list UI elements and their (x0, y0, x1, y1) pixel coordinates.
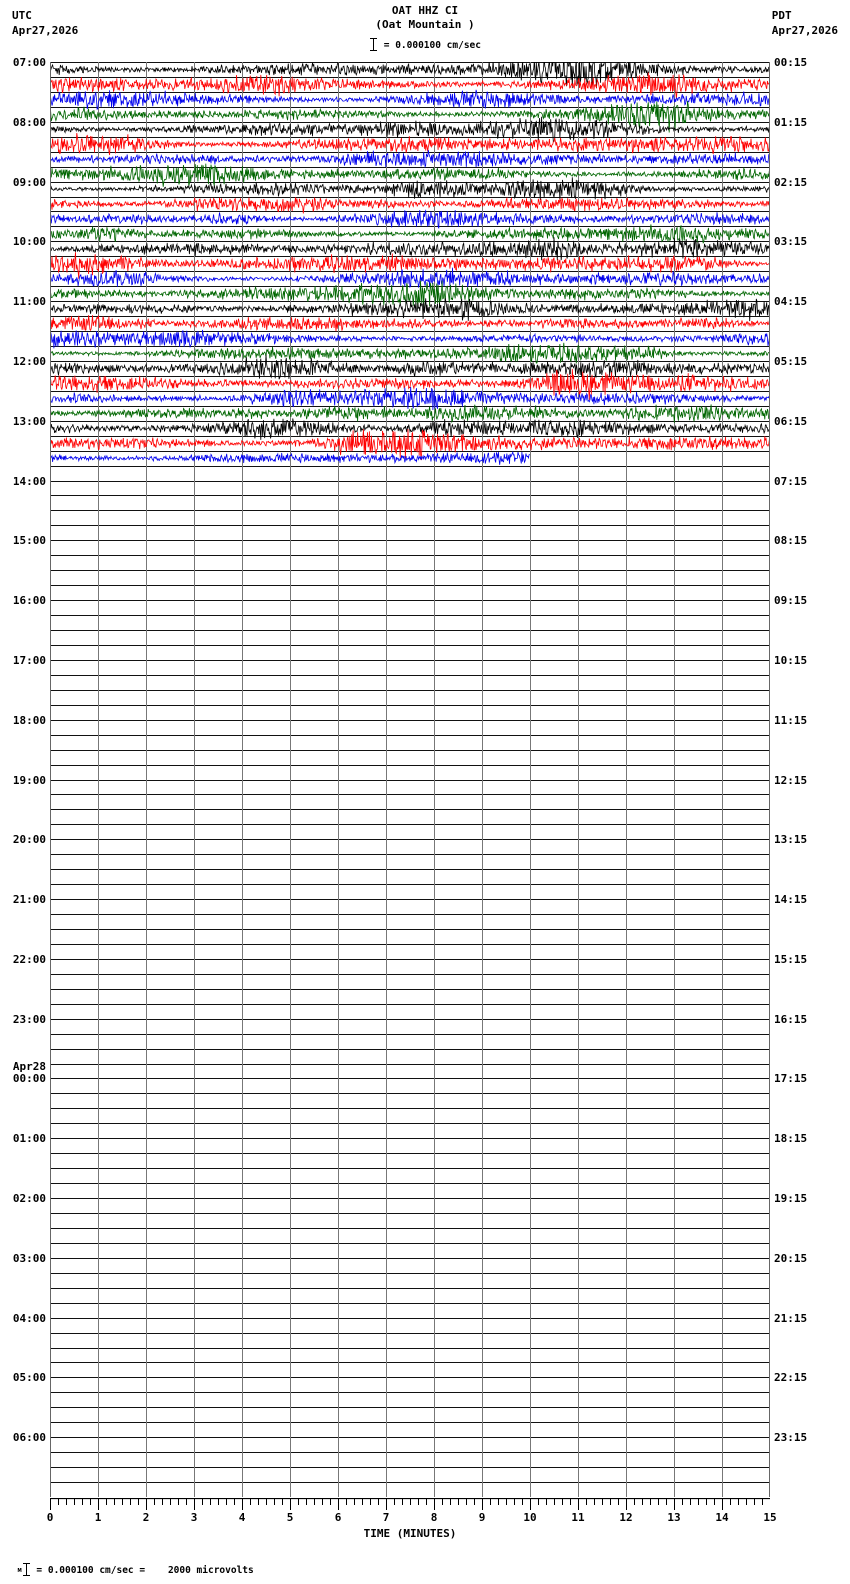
plot-frame (50, 62, 770, 1497)
pdt-hour-label: 14:15 (774, 893, 808, 907)
header-left-date: Apr27,2026 (12, 24, 79, 37)
pdt-hour-label: 17:15 (774, 1072, 808, 1086)
pdt-hour-label: 12:15 (774, 773, 808, 787)
header-station-block (0, 4, 850, 32)
scale-ibeam-icon (369, 38, 378, 51)
utc-hour-label: 05:00 (12, 1371, 46, 1385)
utc-hour-label: 06:00 (12, 1431, 46, 1445)
helicorder-plot[interactable] (50, 62, 770, 1497)
pdt-hour-label: 08:15 (774, 534, 808, 548)
scale-legend-text: = 0.000100 cm/sec (383, 40, 481, 51)
utc-day-change-label: Apr28 (12, 1060, 46, 1074)
utc-hour-label: 03:00 (12, 1251, 46, 1265)
station-name: (Oat Mountain ) (375, 18, 475, 31)
utc-hour-label: 15:00 (12, 534, 46, 548)
x-tick-label: 5 (286, 1511, 294, 1524)
pdt-hour-label: 07:15 (774, 474, 808, 488)
x-tick-label: 7 (382, 1511, 390, 1524)
x-tick-label: 9 (478, 1511, 486, 1524)
x-axis-tick-marks (50, 1498, 770, 1512)
utc-hour-label: 22:00 (12, 952, 46, 966)
pdt-hour-label: 18:15 (774, 1132, 808, 1146)
utc-hour-label: 18:00 (12, 713, 46, 727)
x-tick-label: 3 (190, 1511, 198, 1524)
x-tick-label: 2 (142, 1511, 150, 1524)
utc-hour-label: 08:00 (12, 115, 46, 129)
utc-hour-label: 13:00 (12, 414, 46, 428)
utc-hour-label-column (0, 56, 48, 1497)
x-tick-label: 6 (334, 1511, 342, 1524)
utc-hour-label: 17:00 (12, 653, 46, 667)
header-left-timezone: UTC (12, 9, 32, 22)
header-right-date: Apr27,2026 (771, 24, 838, 37)
utc-hour-label: 02:00 (12, 1192, 46, 1206)
pdt-hour-label: 13:15 (774, 833, 808, 847)
amplitude-scale-legend (0, 38, 850, 51)
pdt-hour-label: 09:15 (774, 594, 808, 608)
x-tick-label: 10 (523, 1511, 537, 1524)
x-tick-label: 12 (619, 1511, 633, 1524)
pdt-hour-label: 00:15 (774, 56, 808, 69)
x-tick-label: 8 (430, 1511, 438, 1524)
utc-hour-label: 20:00 (12, 833, 46, 847)
pdt-hour-label: 01:15 (774, 115, 808, 129)
utc-hour-label: 00:00 (12, 1072, 46, 1086)
utc-hour-label: 09:00 (12, 175, 46, 189)
x-axis-title: TIME (MINUTES) (363, 1527, 457, 1540)
footer-scale-text: = 0.000100 cm/sec = 2000 microvolts (36, 1565, 254, 1576)
pdt-hour-label: 23:15 (774, 1431, 808, 1445)
footer-scale-note (6, 1552, 254, 1576)
x-tick-label: 13 (667, 1511, 681, 1524)
pdt-hour-label: 15:15 (774, 952, 808, 966)
utc-hour-label: 11:00 (12, 295, 46, 309)
utc-hour-label: 16:00 (12, 594, 46, 608)
pdt-hour-label: 16:15 (774, 1012, 808, 1026)
utc-hour-label: 01:00 (12, 1132, 46, 1146)
utc-hour-label: 14:00 (12, 474, 46, 488)
pdt-hour-label: 05:15 (774, 354, 808, 368)
utc-hour-label: 23:00 (12, 1012, 46, 1026)
pdt-hour-label: 04:15 (774, 295, 808, 309)
pdt-hour-label: 20:15 (774, 1251, 808, 1265)
pdt-hour-label: 10:15 (774, 653, 808, 667)
station-channel-title: OAT HHZ CI (391, 4, 459, 17)
x-tick-label: 11 (571, 1511, 585, 1524)
pdt-hour-label: 02:15 (774, 175, 808, 189)
pdt-hour-label: 11:15 (774, 713, 808, 727)
pdt-hour-label: 21:15 (774, 1311, 808, 1325)
utc-hour-label: 10:00 (12, 235, 46, 249)
pdt-hour-label: 06:15 (774, 414, 808, 428)
utc-hour-label: 07:00 (12, 56, 46, 69)
x-tick-label: 14 (715, 1511, 729, 1524)
utc-hour-label: 12:00 (12, 354, 46, 368)
utc-hour-label: 19:00 (12, 773, 46, 787)
pdt-hour-label: 22:15 (774, 1371, 808, 1385)
header-right-timezone: PDT (771, 9, 792, 22)
pdt-hour-label: 03:15 (774, 235, 808, 249)
footer-marker-prefix: м (17, 1566, 22, 1574)
x-tick-label: 15 (763, 1511, 777, 1524)
x-tick-label: 1 (94, 1511, 102, 1524)
pdt-hour-label-column (774, 56, 850, 1497)
utc-hour-label: 04:00 (12, 1311, 46, 1325)
x-tick-label: 0 (46, 1511, 54, 1524)
utc-hour-label: 21:00 (12, 893, 46, 907)
pdt-hour-label: 19:15 (774, 1192, 808, 1206)
x-axis-tick-labels (0, 1512, 850, 1528)
x-tick-label: 4 (238, 1511, 246, 1524)
footer-ibeam-icon (22, 1563, 31, 1576)
x-axis-ticks (50, 1497, 770, 1511)
